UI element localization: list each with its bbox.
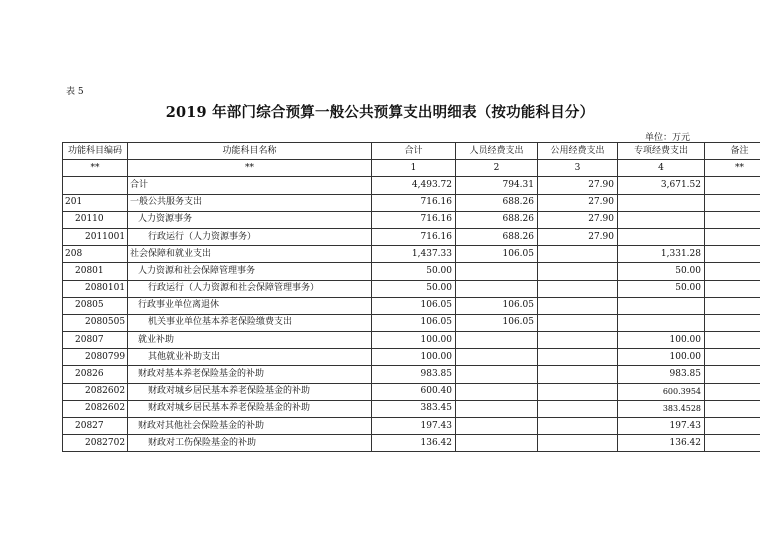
cell-code: 20805 <box>63 297 128 314</box>
page-title: 2019 年部门综合预算一般公共预算支出明细表（按功能科目分） <box>165 104 595 121</box>
cell-total: 136.42 <box>372 435 456 452</box>
cell-public <box>538 246 618 263</box>
index-personnel: 2 <box>456 160 538 177</box>
cell-personnel: 688.26 <box>456 228 538 245</box>
cell-name: 就业补助 <box>128 332 372 349</box>
cell-code: 2082702 <box>63 435 128 452</box>
table-row <box>63 246 760 263</box>
cell-remark <box>705 280 760 297</box>
cell-personnel: 106.05 <box>456 297 538 314</box>
cell-name: 财政对基本养老保险基金的补助 <box>128 366 372 383</box>
cell-total: 100.00 <box>372 349 456 366</box>
col-header-special: 专项经费支出 <box>618 143 705 160</box>
table-row <box>63 383 760 400</box>
cell-code: 20826 <box>63 366 128 383</box>
cell-name: 机关事业单位基本养老保险缴费支出 <box>128 314 372 331</box>
cell-special <box>618 211 705 228</box>
cell-personnel <box>456 280 538 297</box>
table-row <box>63 280 760 297</box>
cell-total: 716.16 <box>372 194 456 211</box>
cell-special: 383.4528 <box>618 400 705 417</box>
index-total: 1 <box>372 160 456 177</box>
cell-total: 716.16 <box>372 228 456 245</box>
cell-name: 一般公共服务支出 <box>128 194 372 211</box>
col-header-name: 功能科目名称 <box>128 143 372 160</box>
cell-public <box>538 314 618 331</box>
cell-personnel <box>456 435 538 452</box>
cell-total: 716.16 <box>372 211 456 228</box>
col-header-code: 功能科目编码 <box>63 143 128 160</box>
cell-remark <box>705 211 760 228</box>
cell-name: 财政对城乡居民基本养老保险基金的补助 <box>128 383 372 400</box>
cell-name: 财政对工伤保险基金的补助 <box>128 435 372 452</box>
cell-code: 20807 <box>63 332 128 349</box>
cell-code: 20827 <box>63 418 128 435</box>
cell-code: 2082602 <box>63 400 128 417</box>
cell-name: 行政运行（人力资源事务） <box>128 228 372 245</box>
cell-special <box>618 297 705 314</box>
table-number: 表 5 <box>66 87 84 97</box>
table-row <box>63 332 760 349</box>
cell-personnel <box>456 383 538 400</box>
index-code: ** <box>63 160 128 177</box>
cell-name: 社会保障和就业支出 <box>128 246 372 263</box>
cell-code: 2082602 <box>63 383 128 400</box>
cell-total: 106.05 <box>372 314 456 331</box>
cell-code: 2080101 <box>63 280 128 297</box>
cell-personnel: 106.05 <box>456 314 538 331</box>
cell-special: 3,671.52 <box>618 177 705 194</box>
cell-remark <box>705 332 760 349</box>
cell-remark <box>705 263 760 280</box>
cell-public: 27.90 <box>538 177 618 194</box>
cell-special: 1,331.28 <box>618 246 705 263</box>
index-public: 3 <box>538 160 618 177</box>
index-remark: ** <box>705 160 760 177</box>
table-row <box>63 177 760 194</box>
cell-public <box>538 263 618 280</box>
cell-special: 100.00 <box>618 332 705 349</box>
cell-code: 208 <box>63 246 128 263</box>
cell-code: 2080799 <box>63 349 128 366</box>
cell-remark <box>705 194 760 211</box>
cell-name: 合计 <box>128 177 372 194</box>
cell-total: 1,437.33 <box>372 246 456 263</box>
table-row <box>63 228 760 245</box>
table-row <box>63 400 760 417</box>
table-row <box>63 418 760 435</box>
cell-name: 行政运行（人力资源和社会保障管理事务） <box>128 280 372 297</box>
cell-public <box>538 297 618 314</box>
cell-total: 50.00 <box>372 263 456 280</box>
cell-code: 2080505 <box>63 314 128 331</box>
cell-special: 50.00 <box>618 280 705 297</box>
cell-total: 4,493.72 <box>372 177 456 194</box>
cell-code: 20110 <box>63 211 128 228</box>
cell-total: 106.05 <box>372 297 456 314</box>
cell-name: 财政对城乡居民基本养老保险基金的补助 <box>128 400 372 417</box>
cell-name: 行政事业单位离退休 <box>128 297 372 314</box>
col-header-total: 合计 <box>372 143 456 160</box>
cell-name: 人力资源事务 <box>128 211 372 228</box>
cell-total: 50.00 <box>372 280 456 297</box>
cell-public <box>538 383 618 400</box>
cell-public: 27.90 <box>538 211 618 228</box>
cell-remark <box>705 349 760 366</box>
table-row <box>63 194 760 211</box>
cell-personnel: 794.31 <box>456 177 538 194</box>
cell-total: 983.85 <box>372 366 456 383</box>
cell-special: 50.00 <box>618 263 705 280</box>
table-row <box>63 211 760 228</box>
cell-special: 136.42 <box>618 435 705 452</box>
cell-name: 人力资源和社会保障管理事务 <box>128 263 372 280</box>
cell-special <box>618 228 705 245</box>
cell-remark <box>705 177 760 194</box>
unit-label: 单位：万元 <box>644 133 690 143</box>
cell-code: 20801 <box>63 263 128 280</box>
index-row <box>63 160 760 177</box>
index-special: 4 <box>618 160 705 177</box>
cell-remark <box>705 228 760 245</box>
col-header-remark: 备注 <box>705 143 760 160</box>
cell-public <box>538 332 618 349</box>
cell-public: 27.90 <box>538 194 618 211</box>
cell-personnel <box>456 349 538 366</box>
col-header-personnel: 人员经费支出 <box>456 143 538 160</box>
cell-special: 983.85 <box>618 366 705 383</box>
cell-personnel <box>456 263 538 280</box>
cell-name: 其他就业补助支出 <box>128 349 372 366</box>
cell-total: 600.40 <box>372 383 456 400</box>
cell-remark <box>705 383 760 400</box>
header-row <box>63 143 760 160</box>
expenditure-table <box>62 142 760 452</box>
cell-total: 383.45 <box>372 400 456 417</box>
cell-public <box>538 280 618 297</box>
cell-remark <box>705 400 760 417</box>
cell-personnel <box>456 332 538 349</box>
cell-code: 201 <box>63 194 128 211</box>
table-row <box>63 297 760 314</box>
table-row <box>63 366 760 383</box>
cell-public: 27.90 <box>538 228 618 245</box>
cell-remark <box>705 435 760 452</box>
cell-special: 100.00 <box>618 349 705 366</box>
col-header-public: 公用经费支出 <box>538 143 618 160</box>
cell-personnel <box>456 418 538 435</box>
cell-code <box>63 177 128 194</box>
table-row <box>63 435 760 452</box>
cell-remark <box>705 246 760 263</box>
cell-public <box>538 400 618 417</box>
cell-public <box>538 366 618 383</box>
cell-remark <box>705 366 760 383</box>
cell-personnel: 688.26 <box>456 211 538 228</box>
cell-public <box>538 349 618 366</box>
cell-total: 197.43 <box>372 418 456 435</box>
cell-personnel: 688.26 <box>456 194 538 211</box>
cell-code: 2011001 <box>63 228 128 245</box>
index-name: ** <box>128 160 372 177</box>
cell-public <box>538 435 618 452</box>
cell-remark <box>705 314 760 331</box>
cell-remark <box>705 418 760 435</box>
table-row <box>63 314 760 331</box>
cell-personnel <box>456 400 538 417</box>
table-row <box>63 263 760 280</box>
cell-personnel: 106.05 <box>456 246 538 263</box>
cell-name: 财政对其他社会保险基金的补助 <box>128 418 372 435</box>
cell-special: 197.43 <box>618 418 705 435</box>
cell-public <box>538 418 618 435</box>
cell-remark <box>705 297 760 314</box>
cell-special <box>618 194 705 211</box>
cell-special: 600.3954 <box>618 383 705 400</box>
cell-special <box>618 314 705 331</box>
cell-personnel <box>456 366 538 383</box>
cell-total: 100.00 <box>372 332 456 349</box>
table-row <box>63 349 760 366</box>
